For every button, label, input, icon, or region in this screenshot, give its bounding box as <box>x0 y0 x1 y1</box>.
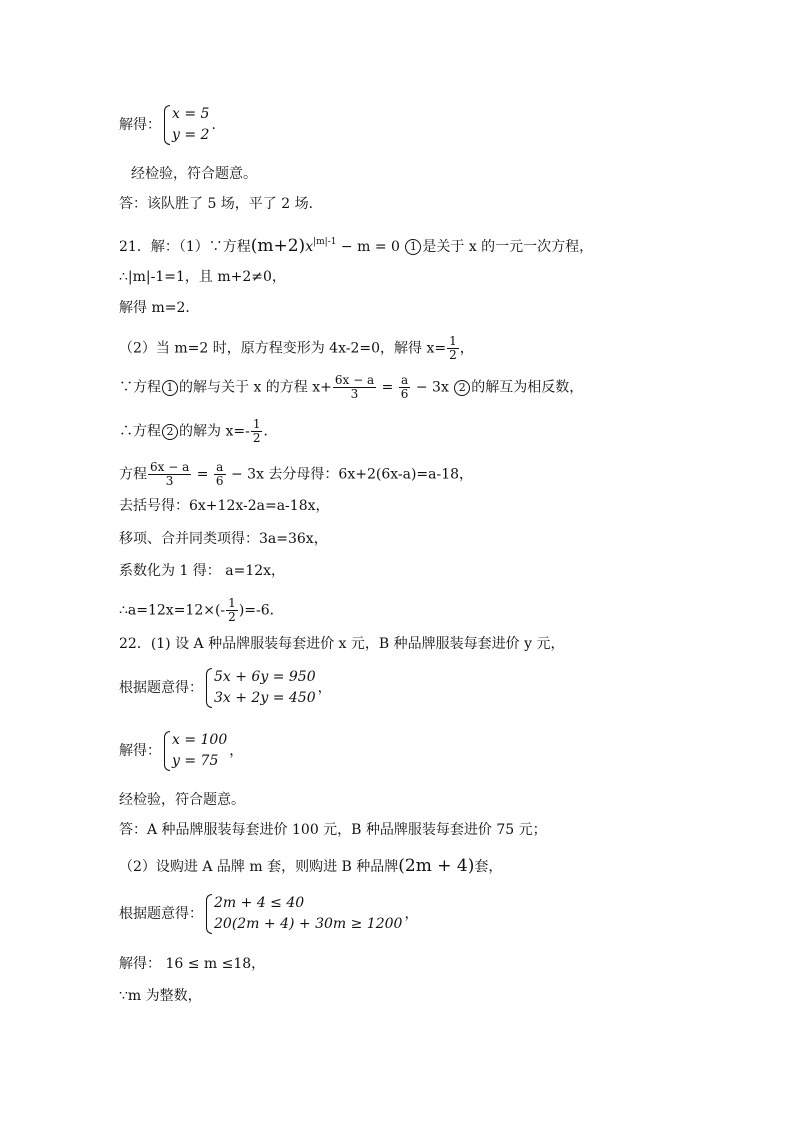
circled-number: 2 <box>162 424 178 440</box>
math-line: ∴|m|-1=1，且 m+2≠0， <box>119 269 286 285</box>
inequality-system: 2m + 4 ≤ 40 20(2m + 4) + 30m ≥ 1200 <box>205 893 402 935</box>
circled-number: 1 <box>405 239 421 255</box>
equation-line: 根据题意得： 5x + 6y = 950 3x + 2y = 450 ， <box>119 667 332 709</box>
verification-line: 经检验，符合题意。 <box>131 166 257 182</box>
equation-line: 解得： x = 100 y = 75 ， <box>119 730 243 772</box>
math-line: 移项、合并同类项得：3a=36x， <box>119 531 328 547</box>
math-line: （2）当 m=2 时，原方程变形为 4x-2=0，解得 x= $\frac{1}{2}$ ， <box>119 334 474 362</box>
math-line: 方程 $\frac{6x - a}{3}$ = $\frac{a}{6}$ − 3x 去分母得：6x+2(6x-a)=a-18， <box>119 460 474 488</box>
math-line: 解得： 16 ≤ m ≤18， <box>119 956 266 972</box>
circled-number: 2 <box>454 380 470 396</box>
math-line: （2）设购进 A 品牌 m 套，则购进 B 种品牌(2m + 4)套， <box>119 856 503 876</box>
equation-system: x = 100 y = 75 <box>163 730 227 772</box>
fraction: $\frac{1}{2}$ <box>252 417 261 445</box>
fraction: $\frac{a}{6}$ <box>215 460 224 488</box>
math-line: ∴方程 2 的解为 x=- $\frac{1}{2}$ ． <box>119 417 278 445</box>
inequality-line: 根据题意得： 2m + 4 ≤ 40 20(2m + 4) + 30m ≥ 1200 ， <box>119 893 418 935</box>
equation-system: 5x + 6y = 950 3x + 2y = 450 <box>205 667 316 709</box>
equation-system: x = 5 y = 2 <box>163 104 209 146</box>
math-line: ∵m 为整数， <box>119 988 202 1004</box>
verification-line: 经检验，符合题意。 <box>119 792 245 808</box>
fraction: $\frac{6x - a}{3}$ <box>334 373 375 401</box>
solution-line-x5y2: 解得： x = 5 y = 2 . <box>119 104 216 146</box>
fraction: $\frac{a}{6}$ <box>400 373 409 401</box>
math-line: 系数化为 1 得： a=12x， <box>119 563 286 579</box>
math-line: ∵方程 1 的解与关于 x 的方程 x+ $\frac{6x - a}{3}$ = $\frac{a}{6}$ − 3x 2 的解互为相反数， <box>119 373 584 401</box>
answer-line: 答：A 种品牌服装每套进价 100 元，B 种品牌服装每套进价 75 元； <box>119 822 547 838</box>
problem-22-line: 22．(1) 设 A 种品牌服装每套进价 x 元，B 种品牌服装每套进价 y 元， <box>119 636 565 652</box>
answer-line: 答：该队胜了 5 场，平了 2 场． <box>119 196 323 212</box>
fraction: $\frac{6x - a}{3}$ <box>150 460 190 488</box>
fraction: $\frac{1}{2}$ <box>228 596 236 624</box>
circled-number: 1 <box>162 380 178 396</box>
math-line: 解得 m=2． <box>119 300 200 316</box>
math-line: ∴a=12x=12×(- $\frac{1}{2}$ )=-6． <box>119 596 284 624</box>
problem-21-line: 21．解：（1）∵方程$(m+2)x^{|m|-1} - m = 0$ 1 是关于 x 的一元一次方程， <box>119 236 594 256</box>
fraction: $\frac{1}{2}$ <box>449 334 457 362</box>
math-line: 去括号得：6x+12x-2a=a-18x， <box>119 498 330 514</box>
